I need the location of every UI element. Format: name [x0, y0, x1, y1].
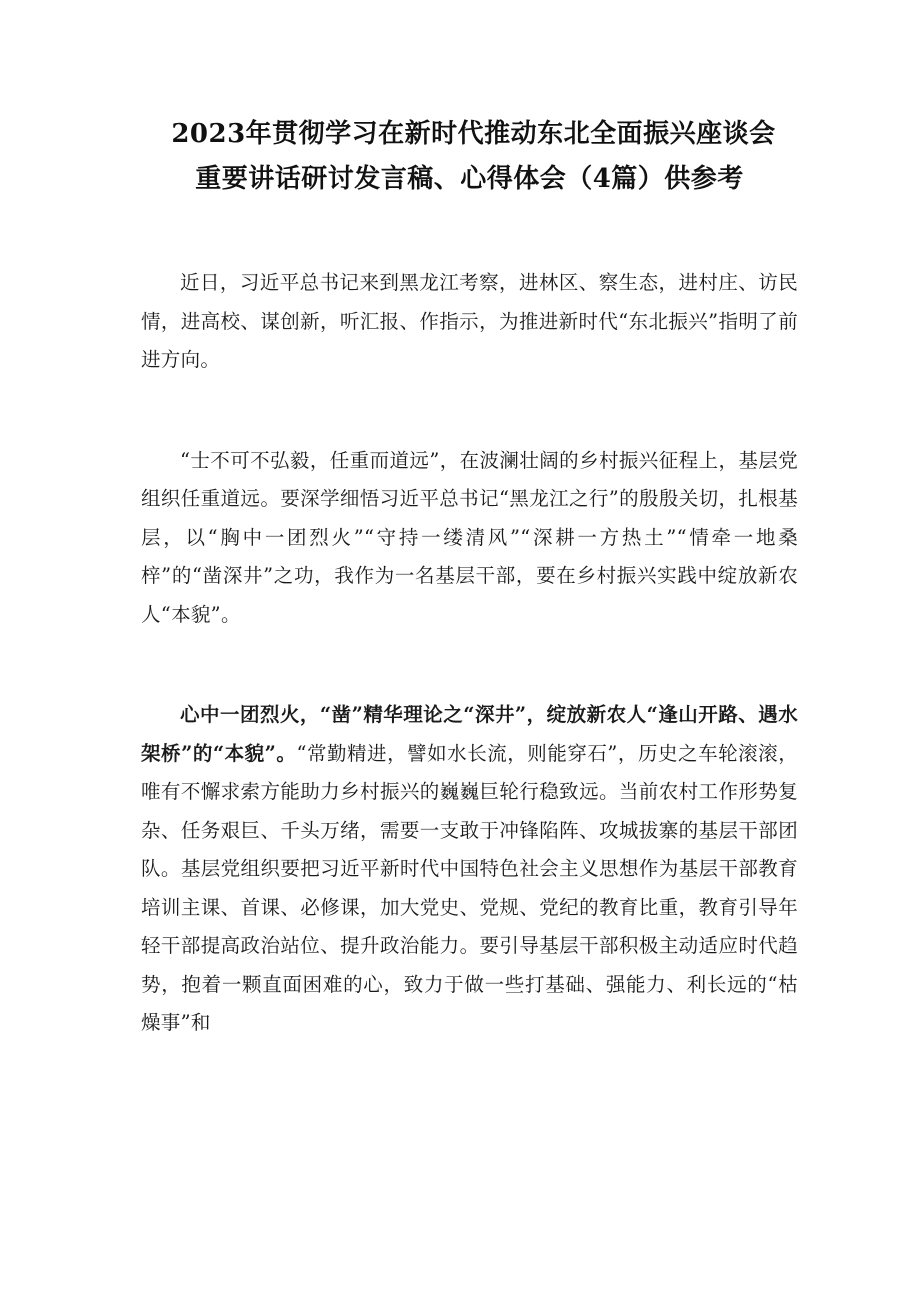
document-title	[141, 112, 798, 202]
paragraph-third-body: “常勤精进，譬如水长流，则能穿石”，历史之车轮滚滚，唯有不懈求索方能助力乡村振兴的巍巍巨轮行稳致远。当前农村工作形势复杂、任务艰巨、千头万绪，需要一支敢于冲锋陷阵、攻城拔寨的基层干部团队。基层党组织要把习近平新时代中国特色社会主义思想作为基层干部教育培训主课、首课、必修课，加大党史、党规、党纪的教育比重，教育引导年轻干部提高政治站位、提升政治能力。要引导基层干部积极主动适应时代趋势，抱着一颗直面困难的心，致力于做一些打基础、强能力、利长远的“枯燥事”和	[141, 741, 798, 1034]
paragraph-third-heading: 心中一团烈火，“凿”精华理论之“深井”，绽放新农人“逢山开路、遇水架桥”的“本貌”。	[141, 703, 798, 765]
paragraph-third	[141, 696, 798, 1043]
title-line-1: 2023年贯彻学习在新时代推动东北全面振兴座谈会	[171, 119, 776, 149]
title-line-2: 重要讲话研讨发言稿、心得体会（4篇）供参考	[195, 164, 744, 194]
paragraph-intro: 近日，习近平总书记来到黑龙江考察，进林区、察生态，进村庄、访民情，进高校、谋创新，听汇报、作指示，为推进新时代“东北振兴”指明了前进方向。	[141, 271, 798, 371]
paragraph-second: “士不可不弘毅，任重而道远”，在波澜壮阔的乡村振兴征程上，基层党组织任重道远。要深学细悟习近平总书记“黑龙江之行”的殷殷关切，扎根基层，以“胸中一团烈火”“守持一缕清风”“深耕一方热土”“情牵一地桑梓”的“凿深井”之功，我作为一名基层干部，要在乡村振兴实践中绽放新农人“本貌”。	[141, 448, 798, 626]
